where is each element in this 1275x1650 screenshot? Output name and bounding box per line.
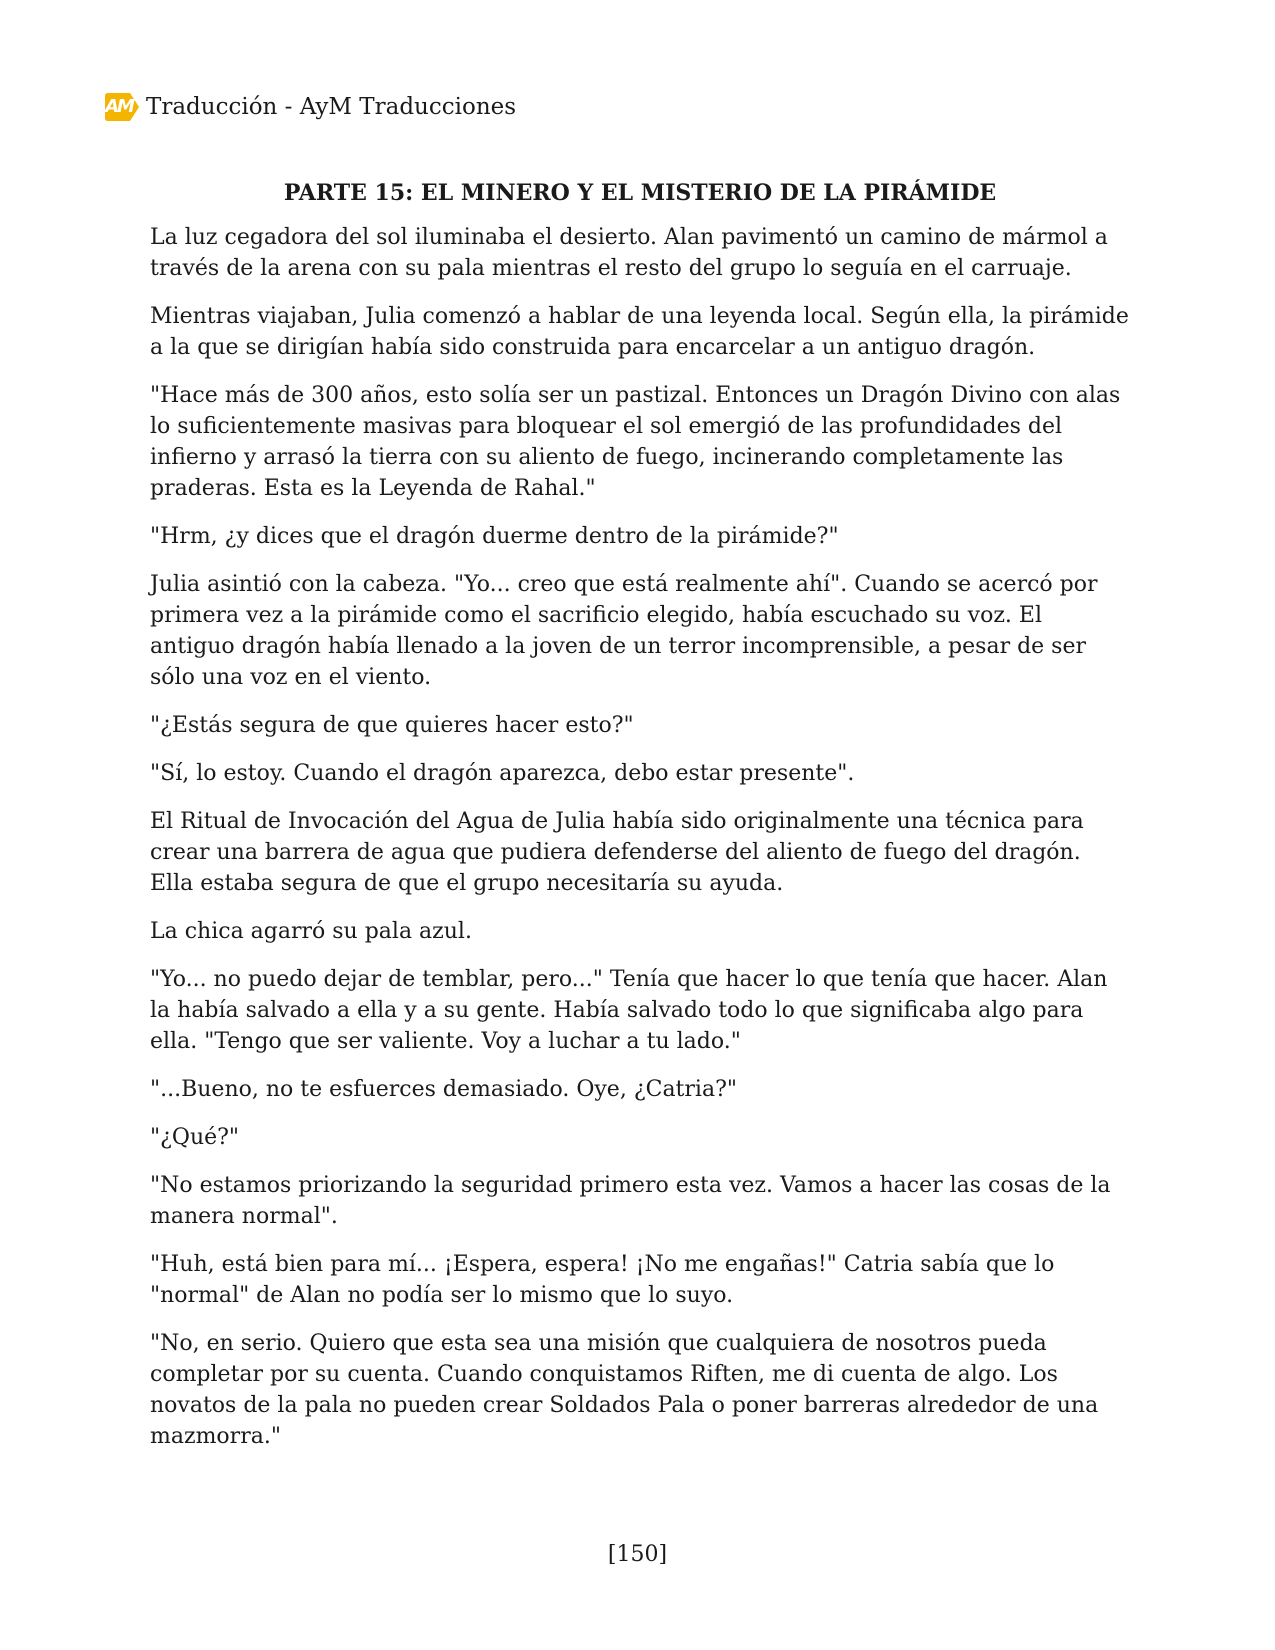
paragraph-8: El Ritual de Invocación del Agua de Julia había sido originalmente una técnica para crear una barrera de agua que pudiera defenderse del aliento de fuego del dragón. Ella estaba segura de que el grupo necesitaría su ayuda.	[150, 809, 1084, 896]
aym-logo-icon	[104, 92, 140, 122]
paragraph-6: "¿Estás segura de que quieres hacer esto?"	[150, 713, 634, 738]
paragraph-14: "Huh, está bien para mí... ¡Espera, espera! ¡No me engañas!" Catria sabía que lo "normal" de Alan no podía ser lo mismo que lo suyo.	[150, 1252, 1055, 1308]
paragraph-11: "...Bueno, no te esfuerces demasiado. Oye, ¿Catria?"	[150, 1077, 737, 1102]
chapter-title: PARTE 15: EL MINERO Y EL MISTERIO DE LA PIRÁMIDE	[283, 180, 997, 206]
paragraph-7: "Sí, lo estoy. Cuando el dragón aparezca, debo estar presente".	[150, 761, 855, 786]
paragraph-9: La chica agarró su pala azul.	[150, 919, 472, 944]
logo-letters: AM	[105, 96, 133, 117]
paragraph-2: Mientras viajaban, Julia comenzó a hablar de una leyenda local. Según ella, la pirámide a la que se dirigían había sido construida para encarcelar a un antiguo dragón.	[150, 304, 1129, 360]
page-header	[104, 90, 516, 124]
page-number: [150]	[607, 1542, 668, 1567]
paragraph-1: La luz cegadora del sol iluminaba el desierto. Alan pavimentó un camino de mármol a través de la arena con su pala mientras el resto del grupo lo seguía en el carruaje.	[150, 225, 1108, 281]
paragraph-10: "Yo... no puedo dejar de temblar, pero..." Tenía que hacer lo que tenía que hacer. Alan la había salvado a ella y a su gente. Había salvado todo lo que significaba algo para ella. "Tengo que ser valiente. Voy a luchar a tu lado."	[150, 967, 1108, 1054]
page-content	[150, 180, 1130, 1469]
paragraph-4: "Hrm, ¿y dices que el dragón duerme dentro de la pirámide?"	[150, 524, 839, 549]
paragraph-5: Julia asintió con la cabeza. "Yo... creo que está realmente ahí". Cuando se acercó por primera vez a la pirámide como el sacrificio elegido, había escuchado su voz. El antiguo dragón había llenado a la joven de un terror incomprensible, a pesar de ser sólo una voz en el viento.	[150, 572, 1098, 690]
paragraph-15: "No, en serio. Quiero que esta sea una misión que cualquiera de nosotros pueda completar por su cuenta. Cuando conquistamos Riften, me di cuenta de algo. Los novatos de la pala no pueden crear Soldados Pala o poner barreras alrededor de una mazmorra."	[150, 1331, 1099, 1449]
paragraph-3: "Hace más de 300 años, esto solía ser un pastizal. Entonces un Dragón Divino con alas lo suficientemente masivas para bloquear el sol emergió de las profundidades del infierno y arrasó la tierra con su aliento de fuego, incinerando completamente las praderas. Esta es la Leyenda de Rahal."	[150, 383, 1121, 501]
header-title: Traducción - AyM Traducciones	[146, 94, 517, 120]
paragraph-13: "No estamos priorizando la seguridad primero esta vez. Vamos a hacer las cosas de la manera normal".	[150, 1173, 1111, 1229]
paragraph-12: "¿Qué?"	[150, 1125, 240, 1150]
